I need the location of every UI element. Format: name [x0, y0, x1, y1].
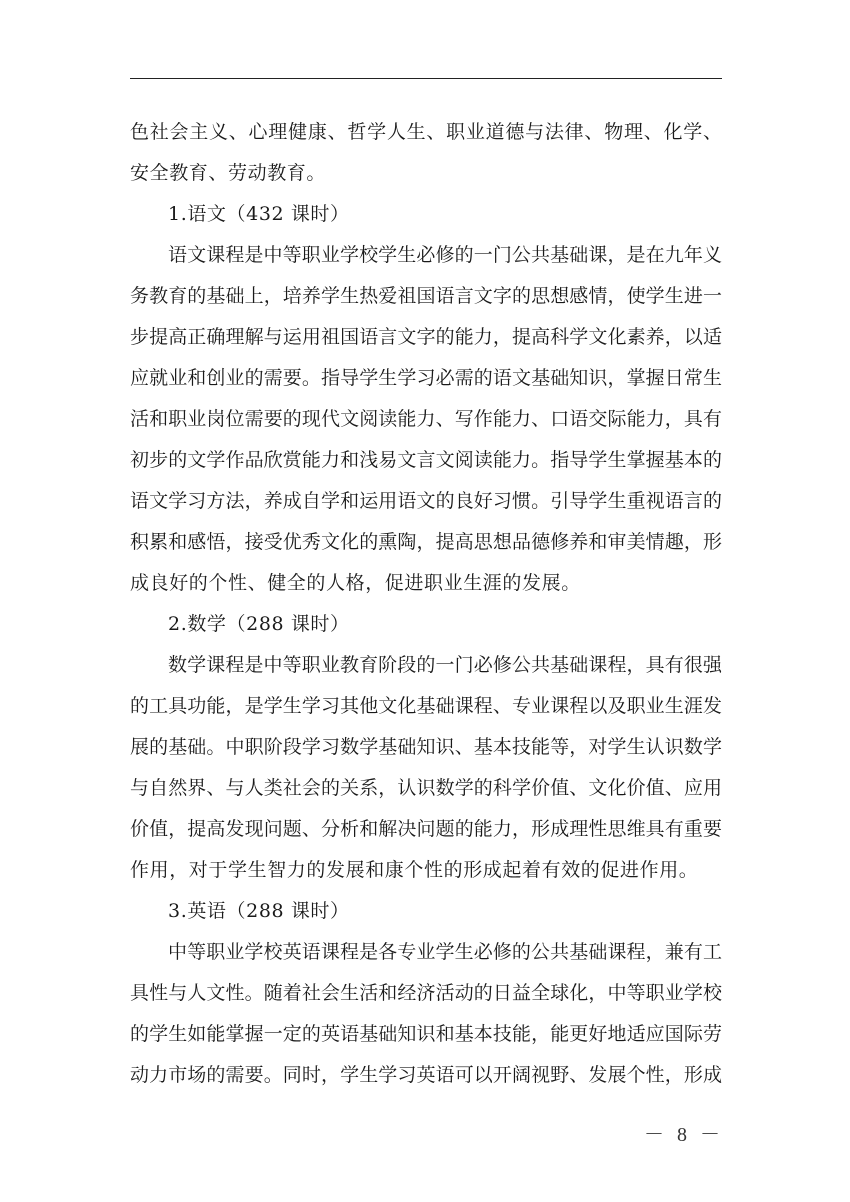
- body-line: 作用，对于学生智力的发展和康个性的形成起着有效的促进作用。: [130, 859, 699, 881]
- body-line: 价值，提高发现问题、分析和解决问题的能力，形成理性思维具有重要: [130, 818, 722, 840]
- section-heading-math: 2.数学（288 课时）: [168, 613, 350, 635]
- section-heading-chinese: 1.语文（432 课时）: [168, 203, 350, 225]
- body-line: 语文学习方法，养成自学和运用语文的良好习惯。引导学生重视语言的: [130, 490, 722, 512]
- header-rule: [130, 78, 722, 79]
- body-line: 色社会主义、心理健康、哲学人生、职业道德与法律、物理、化学、: [130, 121, 722, 143]
- body-line: 积累和感悟，接受优秀文化的熏陶，提高思想品德修养和审美情趣，形: [130, 531, 722, 553]
- body-line: 与自然界、与人类社会的关系，认识数学的科学价值、文化价值、应用: [130, 777, 722, 799]
- body-line: 步提高正确理解与运用祖国语言文字的能力，提高科学文化素养，以适: [130, 326, 722, 348]
- body-line: 具性与人文性。随着社会生活和经济活动的日益全球化，中等职业学校: [130, 982, 722, 1004]
- body-line: 安全教育、劳动教育。: [130, 162, 327, 184]
- body-line: 的工具功能，是学生学习其他文化基础课程、专业课程以及职业生涯发: [130, 695, 722, 717]
- body-line: 展的基础。中职阶段学习数学基础知识、基本技能等，对学生认识数学: [130, 736, 722, 758]
- body-line: 的学生如能掌握一定的英语基础知识和基本技能，能更好地适应国际劳: [130, 1023, 722, 1045]
- document-body: [130, 112, 722, 1096]
- body-line: 语文课程是中等职业学校学生必修的一门公共基础课，是在九年义: [168, 244, 722, 266]
- body-line: 动力市场的需要。同时，学生学习英语可以开阔视野、发展个性，形成: [130, 1064, 722, 1086]
- body-line: 数学课程是中等职业教育阶段的一门必修公共基础课程，具有很强: [168, 654, 722, 676]
- body-line: 应就业和创业的需要。指导学生学习必需的语文基础知识，掌握日常生: [130, 367, 722, 389]
- body-line: 初步的文学作品欣赏能力和浅易文言文阅读能力。指导学生掌握基本的: [130, 449, 722, 471]
- body-line: 成良好的个性、健全的人格，促进职业生涯的发展。: [130, 572, 581, 594]
- section-heading-english: 3.英语（288 课时）: [168, 900, 350, 922]
- body-line: 务教育的基础上，培养学生热爱祖国语言文字的思想感情，使学生进一: [130, 285, 722, 307]
- page-number: － 8 －: [644, 1124, 724, 1146]
- body-line: 中等职业学校英语课程是各专业学生必修的公共基础课程，兼有工: [168, 941, 722, 963]
- body-line: 活和职业岗位需要的现代文阅读能力、写作能力、口语交际能力，具有: [130, 408, 722, 430]
